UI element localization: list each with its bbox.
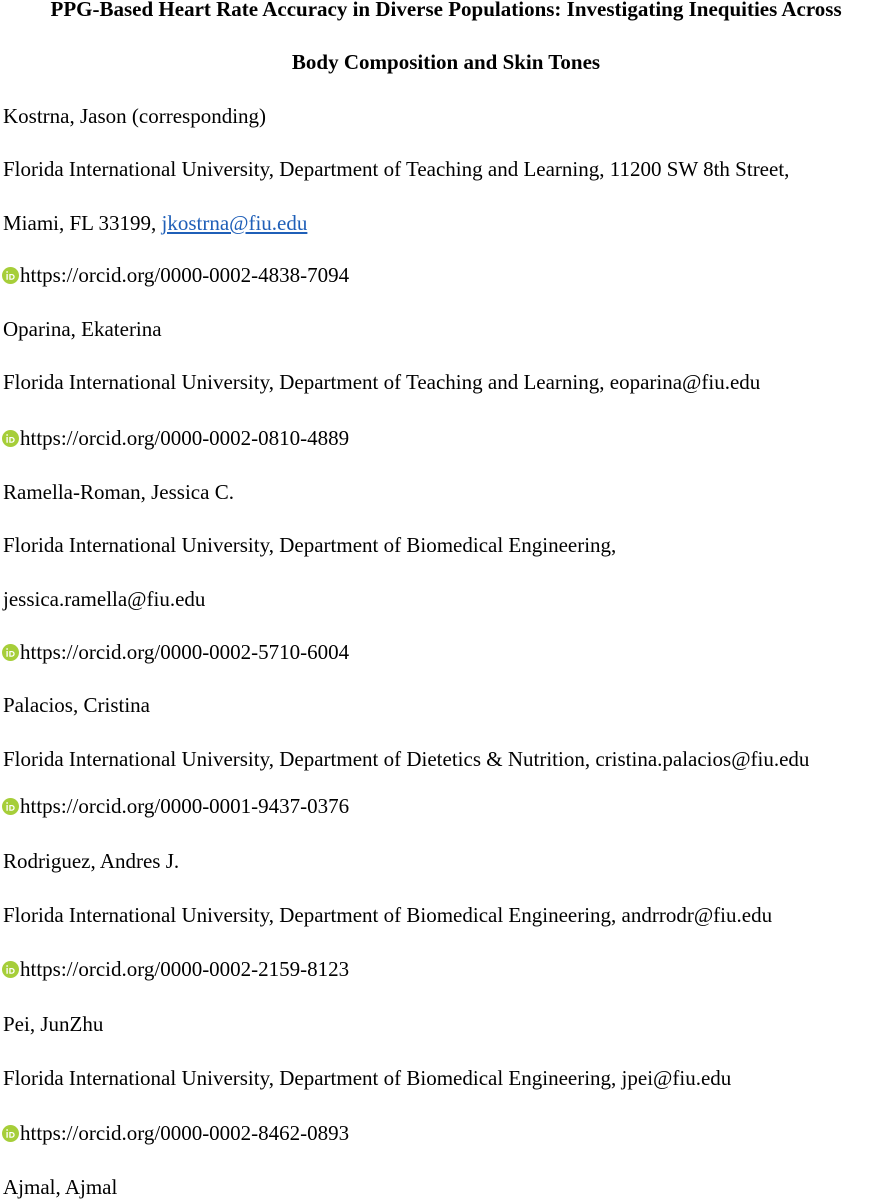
orcid-icon [2, 961, 19, 978]
author-name: Ajmal, Ajmal [3, 1175, 118, 1199]
author-affiliation: Florida International University, Department of Biomedical Engineering, [3, 533, 617, 557]
address-text: Miami, FL 33199, [3, 211, 162, 235]
orcid-url: https://orcid.org/0000-0002-4838-7094 [20, 263, 350, 287]
author-affiliation: Florida International University, Department of Dietetics & Nutrition, cristina.palacios@fiu.edu [3, 747, 810, 771]
author-affiliation: Florida International University, Department of Biomedical Engineering, andrrodr@fiu.edu [3, 903, 773, 927]
author-affiliation: Florida International University, Department of Biomedical Engineering, jpei@fiu.edu [3, 1066, 732, 1090]
author-name: Pei, JunZhu [3, 1012, 104, 1036]
email-link[interactable]: jkostrna@fiu.edu [161, 211, 308, 235]
orcid-url: https://orcid.org/0000-0002-0810-4889 [20, 426, 350, 450]
orcid-icon [2, 267, 19, 284]
author-name: Kostrna, Jason (corresponding) [3, 104, 267, 128]
orcid-icon [2, 798, 19, 815]
orcid-url: https://orcid.org/0000-0002-5710-6004 [20, 640, 350, 664]
author-affiliation: Florida International University, Department of Teaching and Learning, 11200 SW 8th Street, [3, 157, 790, 181]
author-affiliation-cont: jessica.ramella@fiu.edu [3, 587, 206, 611]
author-name: Palacios, Cristina [3, 693, 150, 717]
orcid-line [2, 263, 349, 287]
author-name: Rodriguez, Andres J. [3, 849, 180, 873]
title-line-2: Body Composition and Skin Tones [291, 50, 601, 74]
author-affiliation: Florida International University, Department of Teaching and Learning, eoparina@fiu.edu [3, 370, 761, 394]
orcid-icon [2, 430, 19, 447]
orcid-icon [2, 644, 19, 661]
author-name: Oparina, Ekaterina [3, 317, 162, 341]
author-name: Ramella-Roman, Jessica C. [3, 480, 234, 504]
orcid-line [2, 794, 349, 818]
orcid-line [2, 1121, 349, 1145]
orcid-url: https://orcid.org/0000-0001-9437-0376 [20, 794, 350, 818]
title-line-1: PPG-Based Heart Rate Accuracy in Diverse Populations: Investigating Inequities Across [50, 0, 842, 21]
orcid-line [2, 957, 349, 981]
orcid-icon [2, 1125, 19, 1142]
orcid-line [2, 426, 349, 450]
orcid-line [2, 640, 349, 664]
orcid-url: https://orcid.org/0000-0002-8462-0893 [20, 1121, 350, 1145]
author-affiliation-cont [3, 211, 307, 235]
orcid-url: https://orcid.org/0000-0002-2159-8123 [20, 957, 350, 981]
